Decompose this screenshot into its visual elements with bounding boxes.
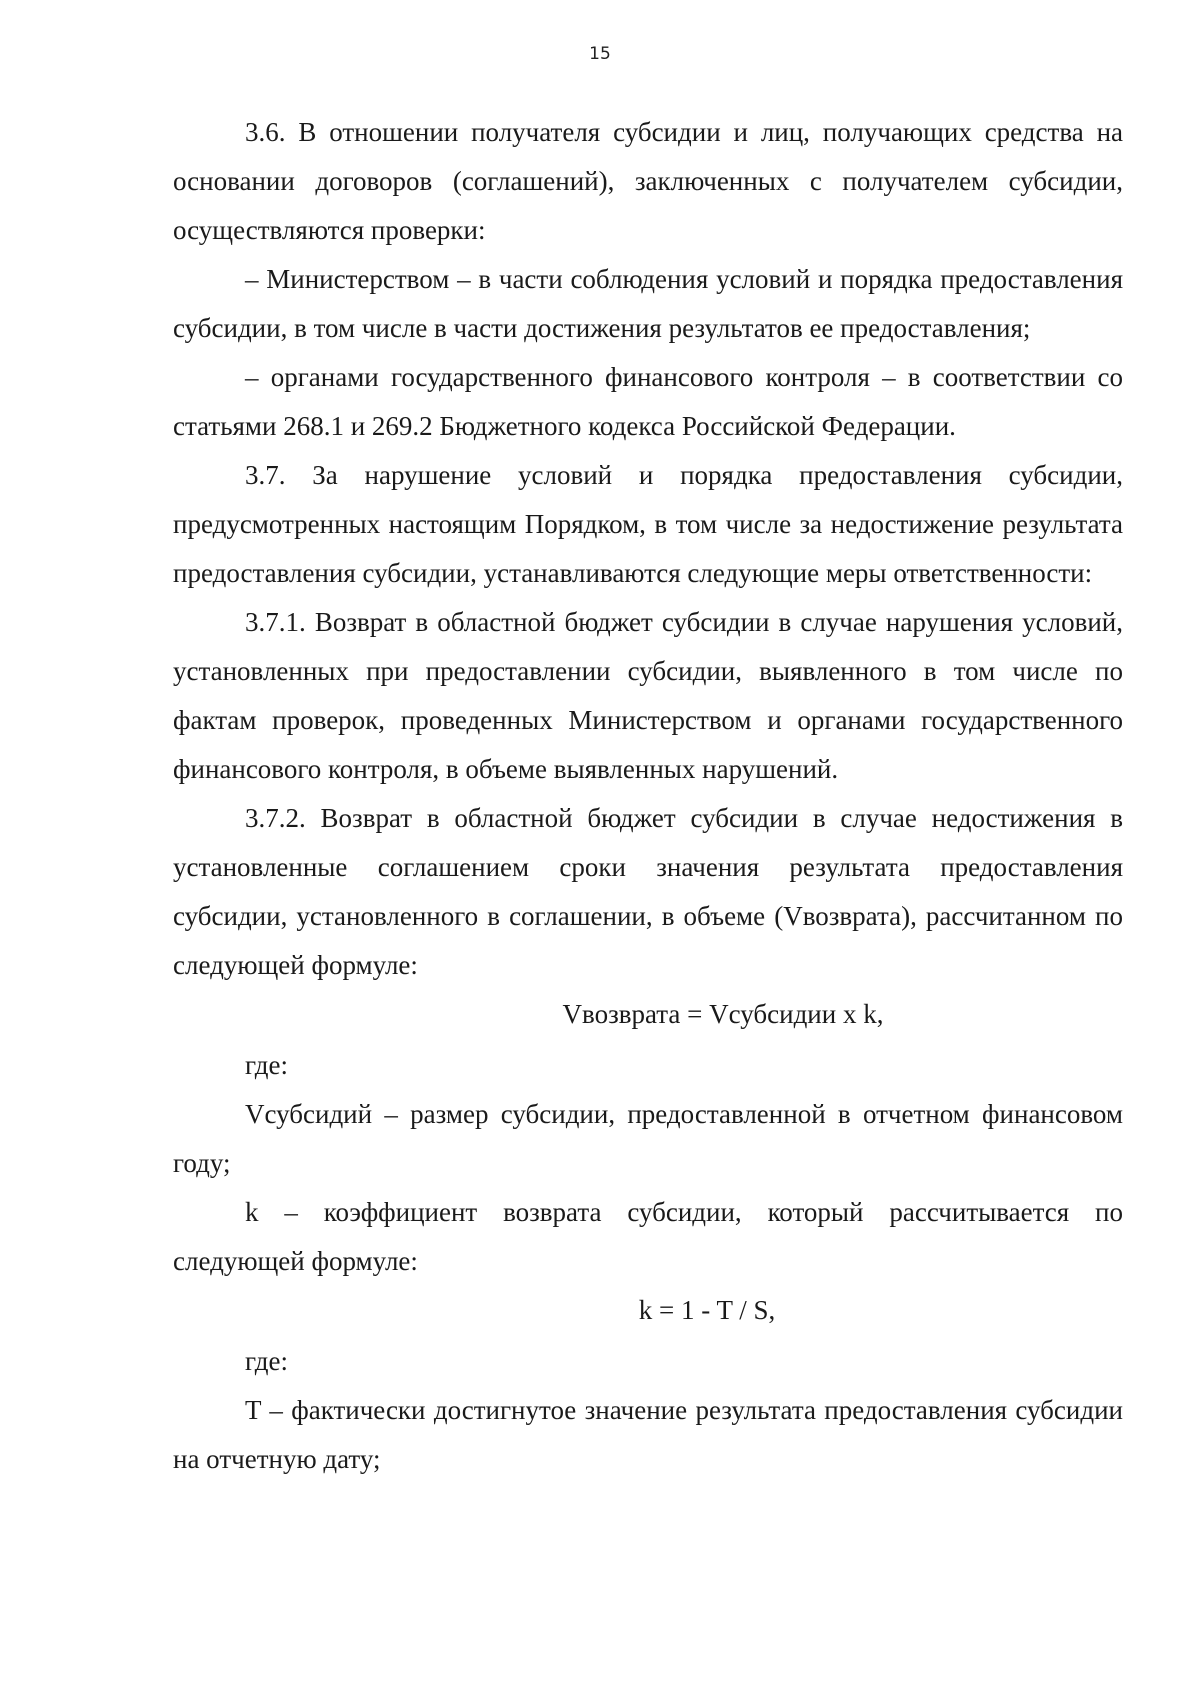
paragraph-3-7-1: 3.7.1. Возврат в областной бюджет субсидии в случае нарушения условий, установленных при предоставлении субсидии, выявленного в том числе по фактам проверок, проведенных Министерством и органами государственного финансового контроля, в объеме выявленных нарушений. xyxy=(173,607,1123,784)
where-label: где: xyxy=(245,1050,288,1080)
paragraph-3-7: 3.7. За нарушение условий и порядка предоставления субсидии, предусмотренных настоящим Порядком, в том числе за недостижение результата предоставления субсидии, устанавливаются следующие меры ответственности: xyxy=(173,460,1123,588)
paragraph-3-6: 3.6. В отношении получателя субсидии и лиц, получающих средства на основании договоров (соглашений), заключенных с получателем субсидии, осуществляются проверки: xyxy=(173,117,1123,245)
bullet-financial-control-checks: – органами государственного финансового контроля – в соответствии со статьями 268.1 и 269.2 Бюджетного кодекса Российской Федерации. xyxy=(173,362,1123,441)
bullet-ministry-checks: – Министерством – в части соблюдения условий и порядка предоставления субсидии, в том числе в части достижения результатов ее предоставления; xyxy=(173,264,1123,343)
return-volume-formula: Vвозврата = Vсубсидии x k, xyxy=(562,999,884,1029)
page-number: 15 xyxy=(589,44,611,64)
document-body xyxy=(173,108,1123,1484)
return-coefficient-formula: k = 1 - T / S, xyxy=(638,1295,776,1325)
definition-t: T – фактически достигнутое значение результата предоставления субсидии на отчетную дату; xyxy=(173,1395,1123,1474)
paragraph-3-7-2: 3.7.2. Возврат в областной бюджет субсидии в случае недостижения в установленные соглашением сроки значения результата предоставления субсидии, установленного в соглашении, в объеме (Vвозврата), рассчитанном по следующей формуле: xyxy=(173,803,1123,980)
definition-vsubsidy: Vсубсидий – размер субсидии, предоставленной в отчетном финансовом году; xyxy=(173,1099,1123,1178)
definition-k: k – коэффициент возврата субсидии, который рассчитывается по следующей формуле: xyxy=(173,1197,1123,1276)
where-label: где: xyxy=(245,1346,288,1376)
